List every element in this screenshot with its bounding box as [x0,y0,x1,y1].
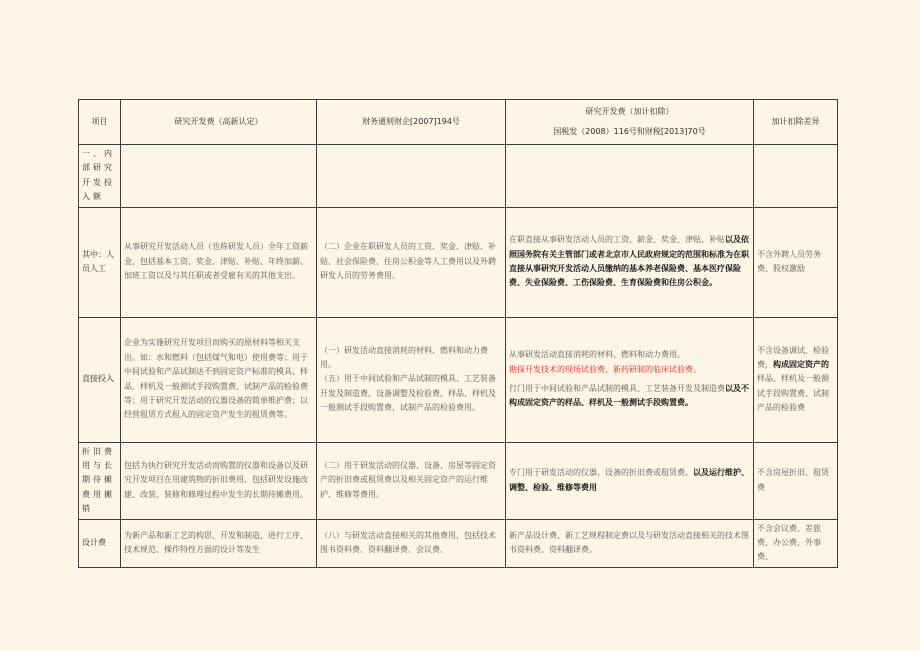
row-labor-caiwu: （二）企业在职研发人员的工资、奖金、津贴、补贴、社会保险费、住房公积金等人工费用以及外聘研发人员的劳务费用。 [317,207,506,317]
row-design-item: 设计费 [79,519,121,567]
row-internal-diff [754,145,838,208]
row-depreciation-diff: 不含房屋折旧、租赁费 [754,442,838,519]
header-jiakou [506,100,754,145]
row-direct-caiwu [317,317,506,442]
row-internal-caiwu [317,145,506,208]
table-row-direct [79,317,838,442]
row-direct-diff-c: 样品、样机及一般测试手段购置费、试制产品的检验费 [757,374,829,413]
row-depreciation-jiakou [506,442,754,519]
row-direct-jiakou-3b: 以及不构成固定资产的样品、样机及一般测试手段购置费。 [509,384,749,408]
row-labor-diff: 不含外聘人员劳务费、股权激励 [754,207,838,317]
row-direct-jiakou-2: 勘探开发技术的现场试验费、新药研制的临床试验费。 [509,364,701,374]
row-direct-diff [754,317,838,442]
header-jiakou-title: 研究开发费（加计扣除） [585,107,674,117]
row-labor-jiakou-a: 在职直接从事研发活动人员的工资、薪金、奖金、津贴、补贴 [509,235,725,245]
row-direct-jiakou-3a: 行门用于中间试验和产品试制的模具、工艺装备开发及制造费 [509,384,725,394]
row-direct-diff-b: 构成固定资产的 [773,359,829,369]
row-design-jiakou: 新产品设计费、新工艺规程制定费以及与研发活动直接相关的技术图书资料费、资料翻译费。 [506,519,754,567]
table-row-design [79,519,838,567]
row-direct-item: 直接投入 [79,317,121,442]
row-internal-item: 一、内部研究开发投入额 [79,145,121,208]
row-depreciation-hightech: 包括为执行研究开发活动而购置的仪器和设备以及研究开发项目在用建筑物的折旧费用，包括研发设施改建、改装、装修和修理过程中发生的长期待摊费用。 [121,442,317,519]
row-direct-hightech: 企业为实施研究开发项目而购买的原材料等相关支出。如：水和燃料（包括煤气和电）使用费等；用于中间试验和产品试制达不到固定资产标准的模具、样品、样机及一般测试手段购置费、试制产品的检验费等；用于研究开发活动的仪器设备的简单维护费；以经营租赁方式租入的固定资产发生的租赁费等。 [121,317,317,442]
row-direct-diff-a: 不含设备调试、检验费， [757,345,829,369]
table-row-depreciation [79,442,838,519]
row-labor-hightech: 从事研究开发活动人员（也称研发人员）全年工资薪金，包括基本工资、奖金、津贴、补贴、年终加薪、加班工资以及与其任职或者受雇有关的其他支出。 [121,207,317,317]
row-labor-jiakou [506,207,754,317]
table-row-internal [79,145,838,208]
header-diff: 加计扣除差异 [754,100,838,145]
row-direct-caiwu-2: （五）用于中间试验和产品试制的模具、工艺装备开发及制造费，设备调整及检验费，样品、样机及一般测试手段购置费，试制产品的检验费用。 [320,374,496,413]
row-depreciation-item: 折旧费用与长期待摊费用摊销 [79,442,121,519]
header-caiwu: 财务通则财企[2007]194号 [317,100,506,145]
header-row [79,100,838,145]
row-direct-caiwu-1: （一）研发活动直接消耗的材料、燃料和动力费用。 [320,345,488,369]
header-item: 项目 [79,100,121,145]
rd-expense-comparison-table [78,99,838,568]
table-row-labor [79,207,838,317]
row-internal-jiakou [506,145,754,208]
row-depreciation-jiakou-b: 以及运行维护、调整、检验、维修等费用 [509,468,749,492]
header-jiakou-subtitle: 国税发（2008）116号和财税[2013]70号 [553,126,706,136]
row-design-hightech: 为新产品和新工艺的构思、开发和制造，进行工序、技术规范、操作特性方面的设计等发生 [121,519,317,567]
row-depreciation-caiwu: （二）用于研发活动的仪器、设备、房屋等固定资产的折旧费或租赁费以及相关固定资产的运行维护、维修等费用。 [317,442,506,519]
row-depreciation-jiakou-a: 专门用于研发活动的仪器、设备的折旧费或租赁费。 [509,468,693,478]
row-labor-jiakou-b: 以及依照国务院有关主管部门或者北京市人民政府规定的范围和标准为在职直接从事研究开发活动人员缴纳的基本养老保险费、基本医疗保险费、失业保险费、工伤保险费、生育保险费和住房公积金。 [509,235,749,288]
row-labor-item: 其中：人员人工 [79,207,121,317]
row-direct-jiakou-1: 从事研发活动直接消耗的材料、燃料和动力费用。 [509,350,685,360]
row-internal-hightech [121,145,317,208]
row-direct-jiakou [506,317,754,442]
row-design-caiwu: （八）与研发活动直接相关的其他费用，包括技术图书资料费、资料翻译费、会议费、 [317,519,506,567]
header-rd-hightech: 研究开发费（高新认定） [121,100,317,145]
row-design-diff: 不含会议费、差旅费、办公费、外事费、 [754,519,838,567]
